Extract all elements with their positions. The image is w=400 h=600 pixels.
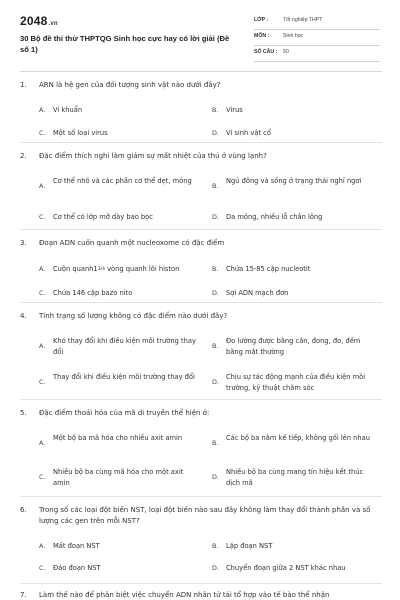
document-header (0, 0, 400, 70)
option-text: Da mỏng, nhiều lỗ chân lông (226, 213, 323, 221)
option-b[interactable] (212, 176, 377, 190)
meta-key: LỚP : (254, 17, 269, 23)
option-c[interactable] (39, 467, 199, 488)
option-d[interactable] (212, 212, 377, 223)
option-letter: A. (39, 542, 46, 550)
option-text: Một số loại virus (53, 129, 108, 137)
question-number: 3. (20, 239, 27, 247)
option-c[interactable] (39, 563, 199, 574)
question-text: Đoạn ADN cuốn quanh một nucleoxome có đặc điểm (39, 239, 225, 247)
question-stem (20, 505, 382, 527)
question-7 (20, 590, 382, 600)
option-letter: C. (39, 289, 46, 297)
question-separator (20, 302, 382, 303)
option-text: Đo lường được bằng cân, đong, đo, đếm bằng mắt thường (226, 337, 361, 356)
option-letter: A. (39, 182, 46, 190)
question-number: 6. (20, 506, 27, 514)
question-text: Đặc điểm thoái hóa của mã di truyền thể hiện ở: (39, 409, 210, 417)
option-text: Mất đoạn NST (53, 542, 100, 550)
option-text: Cơ thể có lớp mỡ dày bao bọc (53, 213, 153, 221)
option-letter: D. (212, 129, 219, 137)
meta-value: Sinh học (283, 33, 304, 39)
question-number: 1. (20, 81, 27, 89)
question-number: 7. (20, 591, 27, 599)
question-separator (20, 142, 382, 143)
question-6 (20, 505, 382, 572)
meta-key: MÔN : (254, 33, 270, 39)
option-letter: B. (212, 265, 219, 273)
site-logo[interactable] (20, 14, 58, 28)
question-4 (20, 311, 382, 392)
question-number: 4. (20, 312, 27, 320)
option-text: Nhiều bộ ba cùng mang tín hiệu kết thúc dịch mã (226, 468, 364, 487)
question-separator (20, 583, 382, 584)
option-text-start: Cuộn quanh1 (53, 265, 98, 273)
option-c[interactable] (39, 288, 199, 299)
option-text: Đảo đoạn NST (53, 564, 101, 572)
option-a[interactable] (39, 264, 209, 276)
option-text: Chứa 15-85 cặp nucleotit (226, 265, 311, 273)
meta-row-class (254, 14, 380, 30)
option-letter: A. (39, 439, 46, 447)
option-text: Các bộ ba nằm kế tiếp, không gối lên nhau (226, 434, 370, 442)
option-letter: A. (39, 106, 46, 114)
question-2 (20, 151, 382, 221)
option-text: Khó thay đổi khi điều kiện môi trường thay đổi (53, 337, 196, 356)
option-letter: C. (39, 473, 46, 481)
option-letter: C. (39, 129, 46, 137)
question-stem (20, 311, 382, 322)
question-text: Trong số các loại đột biến NST, loại đột biến nào sau đây không làm thay đổi thành phần và số lượng các gen trên mỗi NST? (39, 506, 371, 525)
logo-tld: .vn (48, 21, 58, 27)
option-d[interactable] (212, 467, 377, 488)
option-b[interactable] (212, 336, 377, 357)
option-letter: A. (39, 342, 46, 350)
option-c[interactable] (39, 212, 199, 223)
option-a[interactable] (39, 176, 199, 190)
option-text: Ngủ đông và sống ở trạng thái nghỉ ngơi (226, 177, 362, 185)
question-text: Đặc điểm thích nghi làm giảm sự mất nhiệt của thú ở vùng lạnh? (39, 152, 267, 160)
option-b[interactable] (212, 105, 377, 116)
meta-row-question-count (254, 46, 380, 62)
option-text: Thay đổi khi điều kiện môi trường thay đổi (53, 373, 195, 381)
question-separator (20, 496, 382, 497)
logo-text: 2048 (20, 14, 48, 28)
option-c[interactable] (39, 372, 199, 386)
question-number: 5. (20, 409, 27, 417)
option-letter: B. (212, 106, 219, 114)
option-letter: B. (212, 439, 219, 447)
question-5 (20, 408, 382, 487)
option-text-end: vòng quanh lõi histon (104, 265, 180, 273)
question-separator (20, 399, 382, 400)
option-letter: C. (39, 564, 46, 572)
option-d[interactable] (212, 563, 382, 574)
option-b[interactable] (212, 541, 377, 552)
option-text: Virus (226, 106, 243, 114)
meta-value: 50 (283, 49, 289, 55)
fraction: 3/4 (97, 267, 105, 272)
option-letter: B. (212, 182, 219, 190)
option-letter: C. (39, 213, 46, 221)
option-text (39, 264, 209, 276)
meta-value: Tốt nghiệp THPT (283, 17, 323, 23)
option-letter: D. (212, 213, 219, 221)
option-text: Chứa 146 cặp bazo nito (53, 289, 133, 297)
question-separator (20, 229, 382, 230)
option-text: Vi sinh vật cổ (226, 129, 271, 137)
option-b[interactable] (212, 433, 377, 447)
question-3 (20, 238, 382, 297)
meta-row-subject (254, 30, 380, 46)
option-a[interactable] (39, 541, 199, 552)
option-letter: D. (212, 289, 219, 297)
header-divider (20, 71, 382, 72)
option-text: Sợi ADN mạch đơn (226, 289, 289, 297)
question-stem (20, 590, 382, 600)
option-letter: D. (212, 473, 219, 481)
option-a[interactable] (39, 433, 199, 447)
option-c[interactable] (39, 128, 199, 139)
question-text: Tính trạng số lượng không có đặc điểm nào dưới đây? (39, 312, 228, 320)
document-title: 30 Bộ đề thi thử THPTQG Sinh học cực hay có lời giải (Đề số 1) (20, 34, 230, 54)
document-meta (254, 14, 380, 62)
option-letter: D. (212, 564, 219, 572)
option-text: Chuyển đoạn giữa 2 NST khác nhau (226, 564, 346, 572)
option-text: Lặp đoạn NST (226, 542, 273, 550)
options (20, 91, 382, 137)
option-a[interactable] (39, 105, 199, 116)
option-d[interactable] (212, 128, 377, 139)
option-b[interactable] (212, 264, 377, 275)
option-text: Chịu sự tác động mạnh của điều kiện môi trường, kỹ thuật chăm sóc (226, 373, 366, 392)
question-stem (20, 151, 382, 162)
option-letter: C. (39, 378, 46, 386)
option-letter: A. (39, 265, 46, 273)
option-letter: D. (212, 378, 219, 386)
question-stem (20, 238, 382, 249)
option-d[interactable] (212, 288, 377, 299)
meta-key: SỐ CÂU : (254, 49, 278, 55)
question-stem (20, 80, 382, 91)
option-letter: B. (212, 342, 219, 350)
question-number: 2. (20, 152, 27, 160)
option-text: Nhiều bộ ba cùng mã hóa cho một axit amin (53, 468, 184, 487)
option-text: Cơ thể nhỏ và các phần cơ thể dẹt, mỏng (53, 177, 192, 185)
option-a[interactable] (39, 336, 199, 357)
option-text: Một bộ ba mã hóa cho nhiều axit amin (53, 434, 183, 442)
question-stem (20, 408, 382, 419)
question-1 (20, 80, 382, 137)
option-letter: B. (212, 542, 219, 550)
option-text: Vi khuẩn (53, 106, 83, 114)
question-text: ARN là hệ gen của đối tượng sinh vật nào dưới đây? (39, 81, 221, 89)
question-text: Làm thế nào để phân biệt việc chuyển ADN nhân tử tái tổ hợp vào tế bào thể nhận (39, 591, 330, 599)
option-d[interactable] (212, 372, 377, 393)
